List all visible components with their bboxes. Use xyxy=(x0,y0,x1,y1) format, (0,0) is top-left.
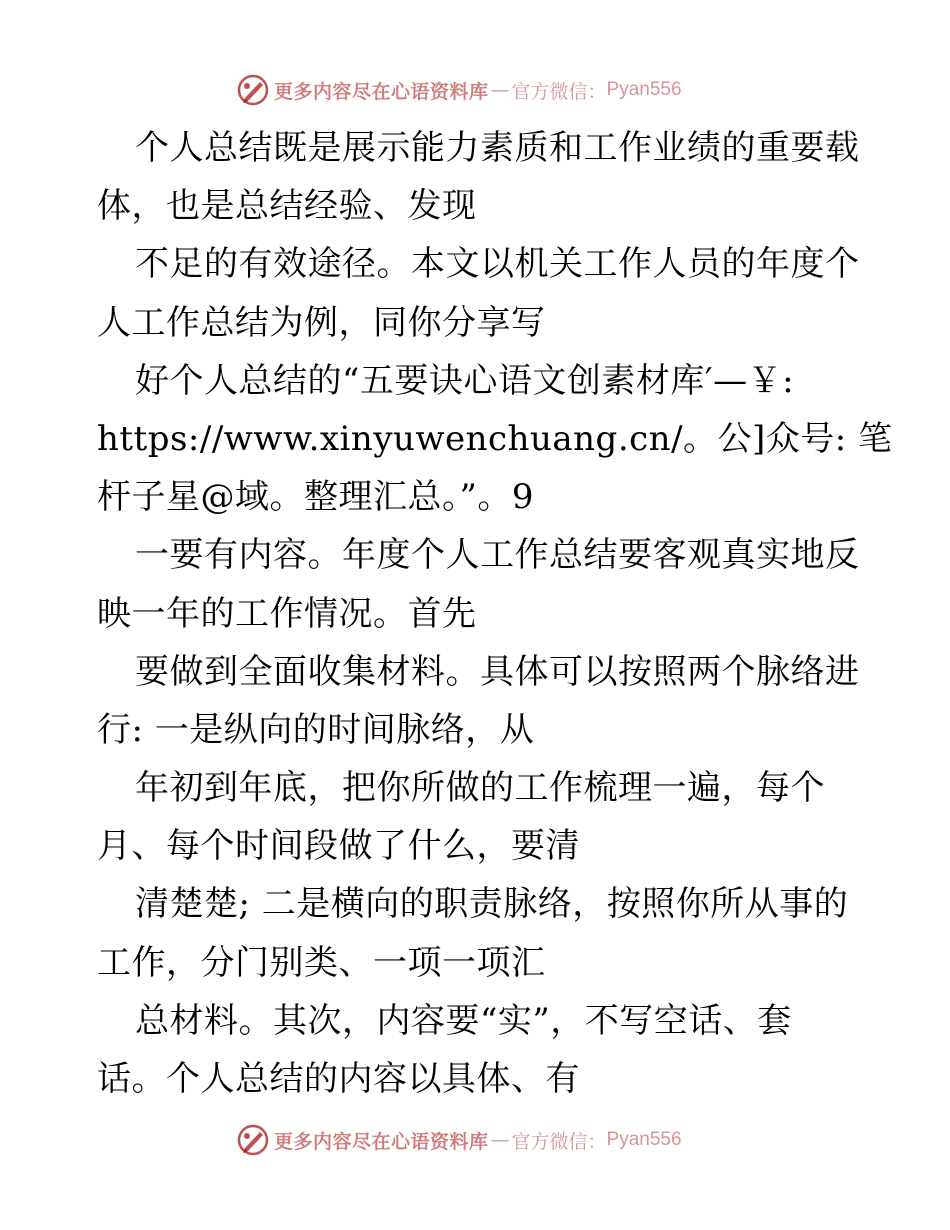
text-line: 要做到全面收集材料。具体可以按照两个脉络进 xyxy=(135,651,860,692)
text-line: 不足的有效途径。本文以机关工作人员的年度个 xyxy=(135,244,860,285)
banner-separator: — xyxy=(490,1129,510,1151)
text-line: 个人总结既是展示能力素质和工作业绩的重要载 xyxy=(135,128,860,168)
text-line: 杆子星@域。整理汇总。”。9 xyxy=(97,477,535,518)
paragraph xyxy=(97,759,877,875)
paragraph xyxy=(97,526,877,642)
text-line: 总材料。其次，内容要“实”，不写空话、套 xyxy=(135,1000,792,1041)
text-line: 行: 一是纵向的时间脉络，从 xyxy=(97,709,535,750)
text-line: 话。个人总结的内容以具体、有 xyxy=(97,1059,580,1099)
banner-wechat-id: Pyan556 xyxy=(606,79,682,100)
banner-title: 更多内容尽在心语资料库 xyxy=(274,1130,489,1153)
banner-wechat-id: Pyan556 xyxy=(606,1129,682,1150)
text-line: 人工作总结为例，同你分享写 xyxy=(97,302,546,343)
text-line: 一要有内容。年度个人工作总结要客观真实地反 xyxy=(135,535,860,576)
paragraph xyxy=(97,992,877,1108)
banner-separator: — xyxy=(490,79,510,101)
text-line: 年初到年底，把你所做的工作梳理一遍，每个 xyxy=(135,768,825,809)
text-line: 月、每个时间段做了什么，要清 xyxy=(97,826,580,867)
paragraph xyxy=(97,119,877,235)
paragraph xyxy=(97,235,877,351)
quill-pen-logo-icon xyxy=(236,73,270,107)
paragraph xyxy=(97,643,877,759)
banner-official-label: 官方微信： xyxy=(511,1130,607,1153)
header-watermark-banner xyxy=(236,70,682,110)
text-line: 工作，分门别类、一项一项汇 xyxy=(97,942,546,983)
text-line: 映一年的工作情况。首先 xyxy=(97,593,477,634)
footer-watermark-banner xyxy=(236,1120,682,1160)
text-line: https://www.xinyuwenchuang.cn/。公]众号: 笔 xyxy=(97,418,893,459)
banner-official-label: 官方微信： xyxy=(511,80,607,103)
text-line: 体，也是总结经验、发现 xyxy=(97,186,477,227)
text-line: 清楚楚; 二是横向的职责脉络，按照你所从事的 xyxy=(135,884,849,925)
paragraph xyxy=(97,352,893,527)
quill-pen-logo-icon xyxy=(236,1123,270,1157)
document-body xyxy=(97,119,893,1108)
banner-title: 更多内容尽在心语资料库 xyxy=(274,80,489,103)
text-line: 好个人总结的“五要诀心语文创素材库′—￥: xyxy=(135,360,795,401)
paragraph xyxy=(97,875,877,991)
